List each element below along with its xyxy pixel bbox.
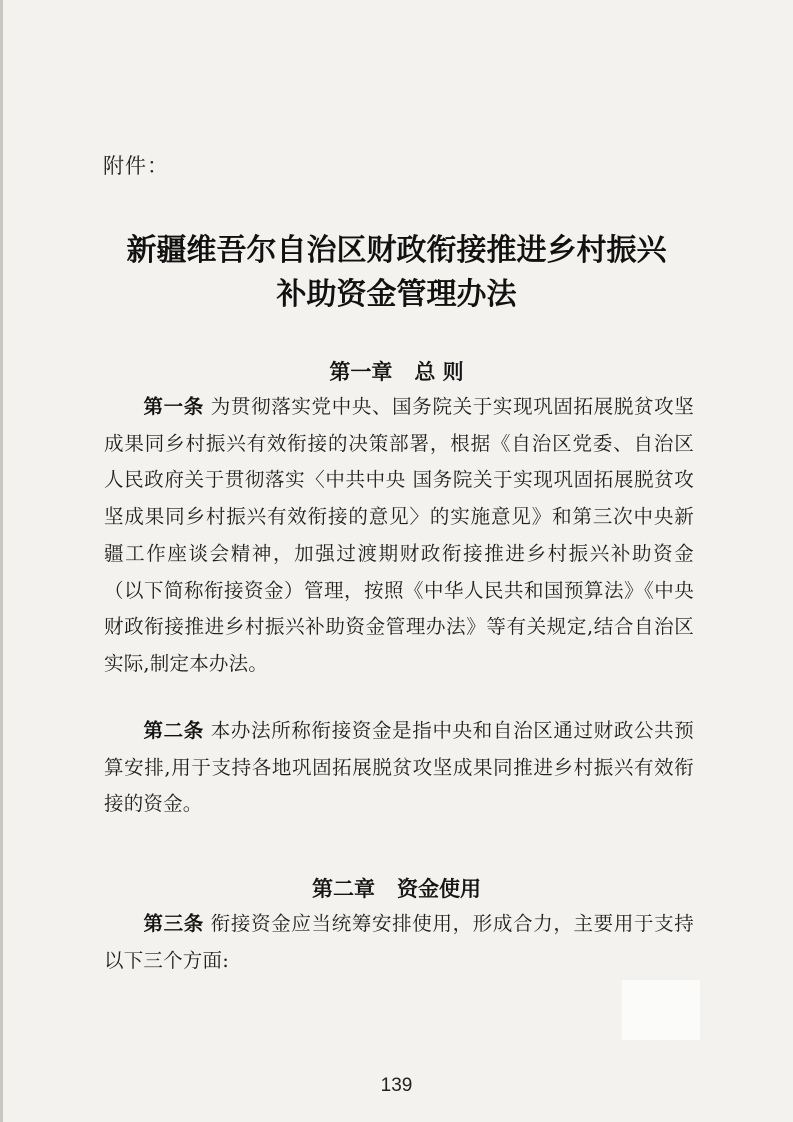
- chapter-heading-1: [0, 356, 793, 386]
- article-label: 第一条: [143, 395, 204, 418]
- article-1: [104, 389, 694, 683]
- article-text: 本办法所称衔接资金是指中央和自治区通过财政公共预算安排,用于支持各地巩固拓展脱贫攻坚成果同推进乡村振兴有效衔接的资金。: [104, 719, 694, 816]
- chapter-heading-2: [0, 873, 793, 903]
- article-2: [104, 713, 694, 823]
- article-label: 第二条: [143, 719, 204, 742]
- attachment-label: 附件：: [103, 154, 169, 178]
- article-text: 衔接资金应当统筹安排使用，形成合力，主要用于支持以下三个方面:: [104, 912, 694, 972]
- scan-edge: [0, 0, 3, 1122]
- document-title-line-1: 新疆维吾尔自治区财政衔接推进乡村振兴: [126, 233, 667, 268]
- scan-artifact: [622, 980, 700, 1040]
- chapter-number: 第二章: [312, 877, 375, 901]
- article-label: 第三条: [143, 912, 204, 935]
- chapter-number: 第一章: [329, 360, 393, 384]
- page-number: 139: [380, 1075, 413, 1096]
- chapter-name: 总 则: [414, 360, 464, 384]
- chapter-name: 资金使用: [397, 877, 481, 901]
- article-text: 为贯彻落实党中央、国务院关于实现巩固拓展脱贫攻坚成果同乡村振兴有效衔接的决策部署，根据《自治区党委、自治区人民政府关于贯彻落实〈中共中央 国务院关于实现巩固拓展脱贫攻坚成果同乡村振兴有效衔接的意见〉的实施意见》和第三次中央新疆工作座谈会精神，加强过渡期财政衔接推进乡村振兴补助资金（以下简称衔接资金）管理，按照《中华人民共和国预算法》《中央财政衔接推进乡村振兴补助资金管理办法》等有关规定,结合自治区实际,制定本办法。: [104, 395, 694, 675]
- document-title-line-2: 补助资金管理办法: [276, 277, 517, 312]
- article-3: [104, 906, 694, 979]
